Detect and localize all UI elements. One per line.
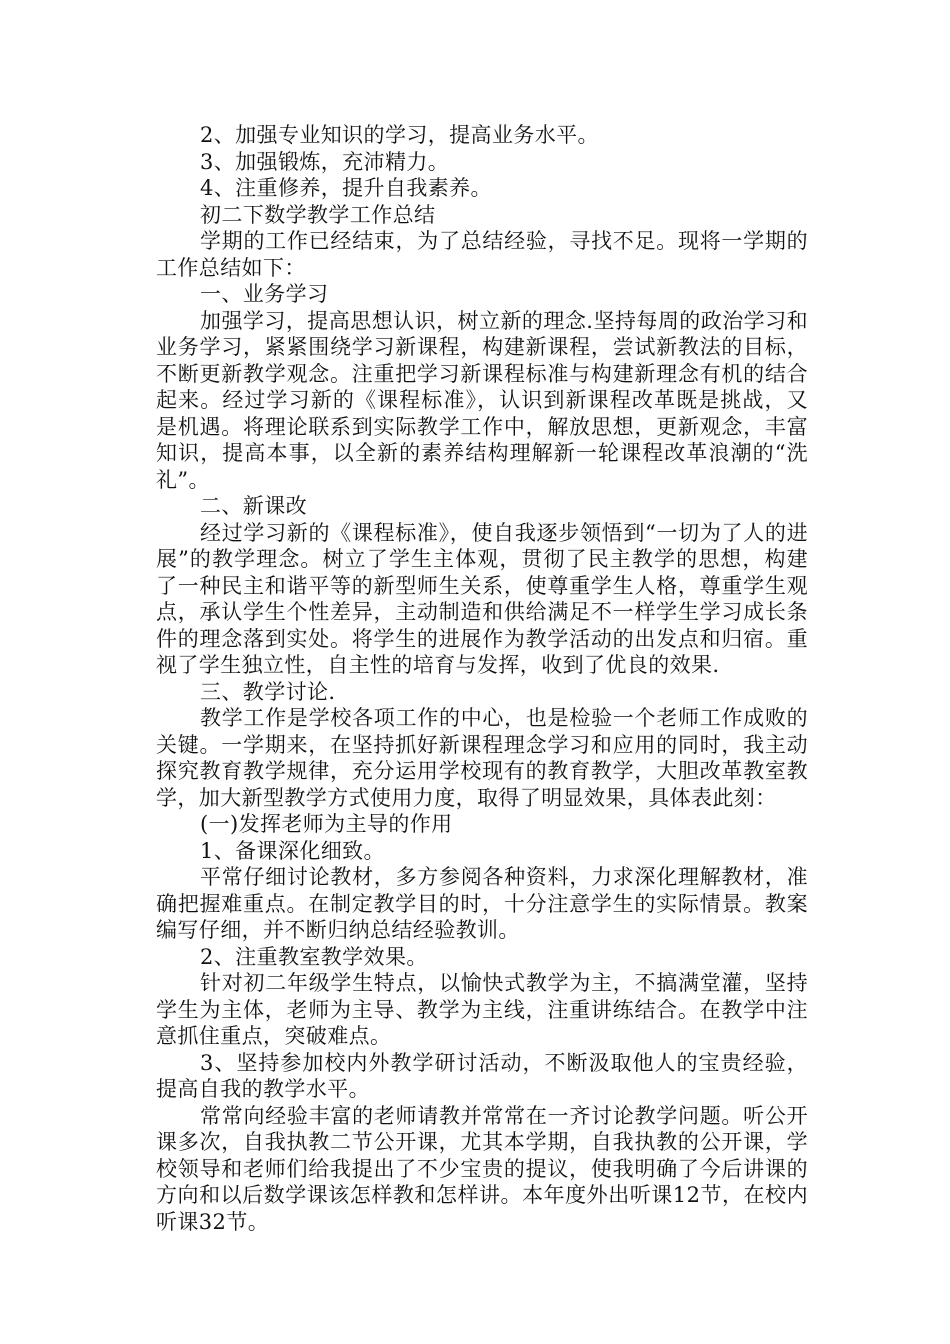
paragraph: 3、坚持参加校内外教学研讨活动，不断汲取他人的宝贵经验，提高自我的教学水平。: [156, 1050, 808, 1101]
paragraph: 经过学习新的《课程标准》，使自我逐步领悟到“一切为了人的进展”的教学理念。树立了学生主体观，贯彻了民主教学的思想，构建了一种民主和谐平等的新型师生关系，使尊重学生人格，尊重学生观点，承认学生个性差异，主动制造和供给满足不一样学生学习成长条件的理念落到实处。将学生的进展作为教学活动的出发点和归宿。重视了学生独立性，自主性的培育与发挥，收到了优良的效果.: [156, 520, 808, 677]
subsection-heading: (一)发挥老师为主导的作用: [200, 812, 453, 836]
paragraph: 学期的工作已经结束，为了总结经验，寻找不足。现将一学期的工作总结如下：: [156, 229, 808, 280]
paragraph: 平常仔细讨论教材，多方参阅各种资料，力求深化理解教材，准确把握难重点。在制定教学目的时，十分注意学生的实际情景。教案编写仔细，并不断归纳总结经验教训。: [156, 865, 808, 942]
document-body: [156, 122, 808, 1235]
paragraph: 教学工作是学校各项工作的中心，也是检验一个老师工作成败的关键。一学期来，在坚持抓好新课程理念学习和应用的同时，我主动探究教育教学规律，充分运用学校现有的教育教学，大胆改革教室教学，加大新型教学方式使用力度，取得了明显效果，具体表此刻：: [156, 706, 808, 810]
paragraph: 针对初二年级学生特点，以愉快式教学为主，不搞满堂灌，坚持学生为主体，老师为主导、教学为主线，注重讲练结合。在教学中注意抓住重点，突破难点。: [156, 971, 808, 1048]
list-item: 2、注重教室教学效果。: [200, 944, 428, 969]
list-item: 2、加强专业知识的学习，提高业务水平。: [200, 123, 599, 147]
list-item: 1、备课深化细致。: [200, 838, 385, 863]
section-heading: 三、教学讨论.: [200, 679, 336, 704]
document-title: 初二下数学教学工作总结: [200, 202, 436, 227]
list-item: 4、注重修养，提升自我素养。: [200, 176, 492, 200]
section-heading: 一、业务学习: [200, 282, 329, 306]
paragraph: 加强学习，提高思想认识，树立新的理念.坚持每周的政治学习和业务学习，紧紧围绕学习新课程，构建新课程，尝试新教法的目标，不断更新教学观念。注重把学习新课程标准与构建新理念有机的结合起来。经过学习新的《课程标准》，认识到新课程改革既是挑战，又是机遇。将理论联系到实际教学工作中，解放思想，更新观念，丰富知识，提高本事，以全新的素养结构理解新一轮课程改革浪潮的“洗礼”。: [156, 308, 808, 492]
section-heading: 二、新课改: [200, 494, 307, 518]
list-item: 3、加强锻炼，充沛精力。: [200, 149, 450, 174]
paragraph: 常常向经验丰富的老师请教并常常在一齐讨论教学问题。听公开课多次，自我执教二节公开课，尤其本学期，自我执教的公开课，学校领导和老师们给我提出了不少宝贵的提议，使我明确了今后讲课的方向和以后数学课该怎样教和怎样讲。本年度外出听课12节，在校内听课32节。: [156, 1103, 808, 1234]
